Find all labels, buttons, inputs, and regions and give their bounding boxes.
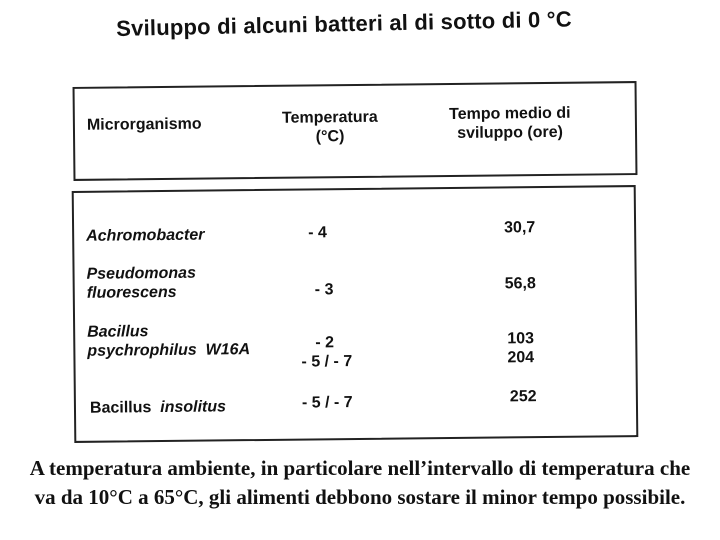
row-2-name: [86, 264, 196, 303]
row-2-temp: - 3: [314, 281, 334, 299]
header-temperatura-line2: (°C): [315, 128, 345, 146]
row-3-name-line2: [87, 340, 250, 361]
row-3-name-line1: Bacillus: [87, 323, 149, 341]
row-3-name: [87, 321, 250, 361]
row-2-name-line1: Pseudomonas: [86, 264, 197, 283]
table-header-box: [73, 81, 638, 181]
header-tempo-line1: Tempo medio di: [448, 104, 571, 124]
row-3-temp-line2: - 5 / - 7: [301, 353, 353, 371]
row-2-time: 56,8: [504, 275, 536, 293]
row-3-time-line1: 103: [507, 330, 535, 348]
row-1-temp: - 4: [308, 224, 327, 242]
header-temperatura: [265, 108, 395, 147]
table-body-box: [72, 185, 639, 443]
header-tempo: [435, 104, 585, 144]
row-3-name-species: psychrophilus: [87, 341, 197, 360]
header-tempo-line2: sviluppo (ore): [457, 123, 564, 142]
header-temperatura-line1: Temperatura: [281, 108, 378, 127]
row-4-name: [90, 397, 226, 417]
row-4-name-species: insolitus: [160, 398, 227, 417]
row-4-time: 252: [509, 388, 537, 406]
row-3-temp-line1: - 2: [315, 334, 335, 352]
row-1-name: Achromobacter: [86, 226, 205, 245]
page-title: Sviluppo di alcuni batteri al di sotto di 0 °C: [116, 6, 573, 41]
caption-text: A temperatura ambiente, in particolare nell’intervallo di temperatura che va da 10°C a 65°C, gli alimenti debbono sostare il minor tempo possibile.: [29, 456, 691, 509]
row-2-name-line2: fluorescens: [86, 283, 177, 302]
row-3-time: [507, 329, 534, 367]
row-4-name-genus: Bacillus: [89, 399, 152, 417]
header-microrganismo: Microrganismo: [86, 115, 202, 134]
row-3-name-strain: W16A: [205, 341, 251, 359]
row-3-temp: [301, 333, 352, 372]
row-3-time-line2: 204: [507, 349, 535, 367]
row-4-temp: - 5 / - 7: [301, 394, 353, 412]
row-1-time: 30,7: [504, 219, 536, 237]
